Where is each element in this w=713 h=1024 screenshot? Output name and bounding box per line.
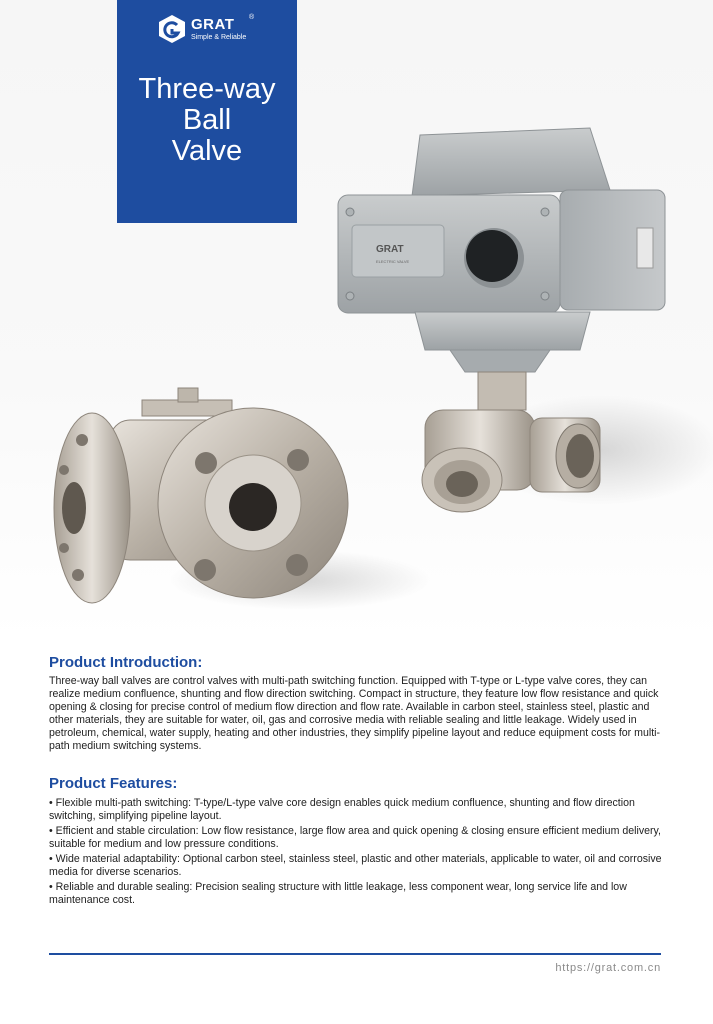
brand-tagline: Simple & Reliable bbox=[191, 34, 247, 41]
feature-item: • Reliable and durable sealing: Precision sealing structure with little leakage, less component wear, long service life and low maintenance cost. bbox=[49, 881, 627, 906]
grat-logo-icon bbox=[157, 14, 187, 44]
introduction-heading: Product Introduction: bbox=[49, 654, 203, 671]
electric-actuator-image bbox=[338, 128, 665, 410]
flanged-valve-image bbox=[54, 388, 348, 603]
page-title bbox=[117, 74, 297, 167]
actuator-brand-label: GRAT bbox=[376, 244, 404, 255]
brand-name: GRAT bbox=[191, 16, 235, 33]
feature-item: • Wide material adaptability: Optional carbon steel, stainless steel, plastic and other materials, applicable to water, oil and corrosive media for diverse scenarios. bbox=[49, 853, 662, 878]
title-line-1: Three-way bbox=[138, 73, 276, 105]
feature-item: • Efficient and stable circulation: Low flow resistance, large flow area and quick opening & closing ensure efficient medium delivery, suitable for medium and low pressure conditions. bbox=[49, 825, 662, 850]
footer-divider bbox=[49, 953, 661, 955]
brand-logo bbox=[157, 14, 267, 48]
features-list bbox=[49, 797, 669, 909]
title-line-2: Ball bbox=[182, 104, 232, 136]
title-panel bbox=[117, 0, 297, 223]
feature-item: • Flexible multi-path switching: T-type/L-type valve core design enables quick medium confluence, shunting and flow direction switching, simplifying pipeline layout. bbox=[49, 797, 635, 822]
actuator-sub-label: ELECTRIC VALVE bbox=[376, 259, 410, 264]
footer-url: https://grat.com.cn bbox=[555, 962, 661, 974]
introduction-text: Three-way ball valves are control valves with multi-path switching function. Equipped with T-type or L-type valve cores, they can realize medium confluence, shunting and flow direction switching. Compact in structure, they feature low flow resistance and quick opening & closing for precise control of medium flow direction and flow rate. Available in carbon steel, stainless steel, plastic and other materials, they are suitable for water, oil, gas and corrosive media with reliable sealing and little leakage. Widely used in petroleum, chemical, water supply, heating and other industries, they simplify pipeline layout and reduce equipment costs for multi-path medium switching systems. bbox=[49, 675, 661, 752]
registered-mark: ® bbox=[249, 14, 255, 21]
title-line-3: Valve bbox=[171, 135, 243, 167]
features-heading: Product Features: bbox=[49, 775, 178, 792]
